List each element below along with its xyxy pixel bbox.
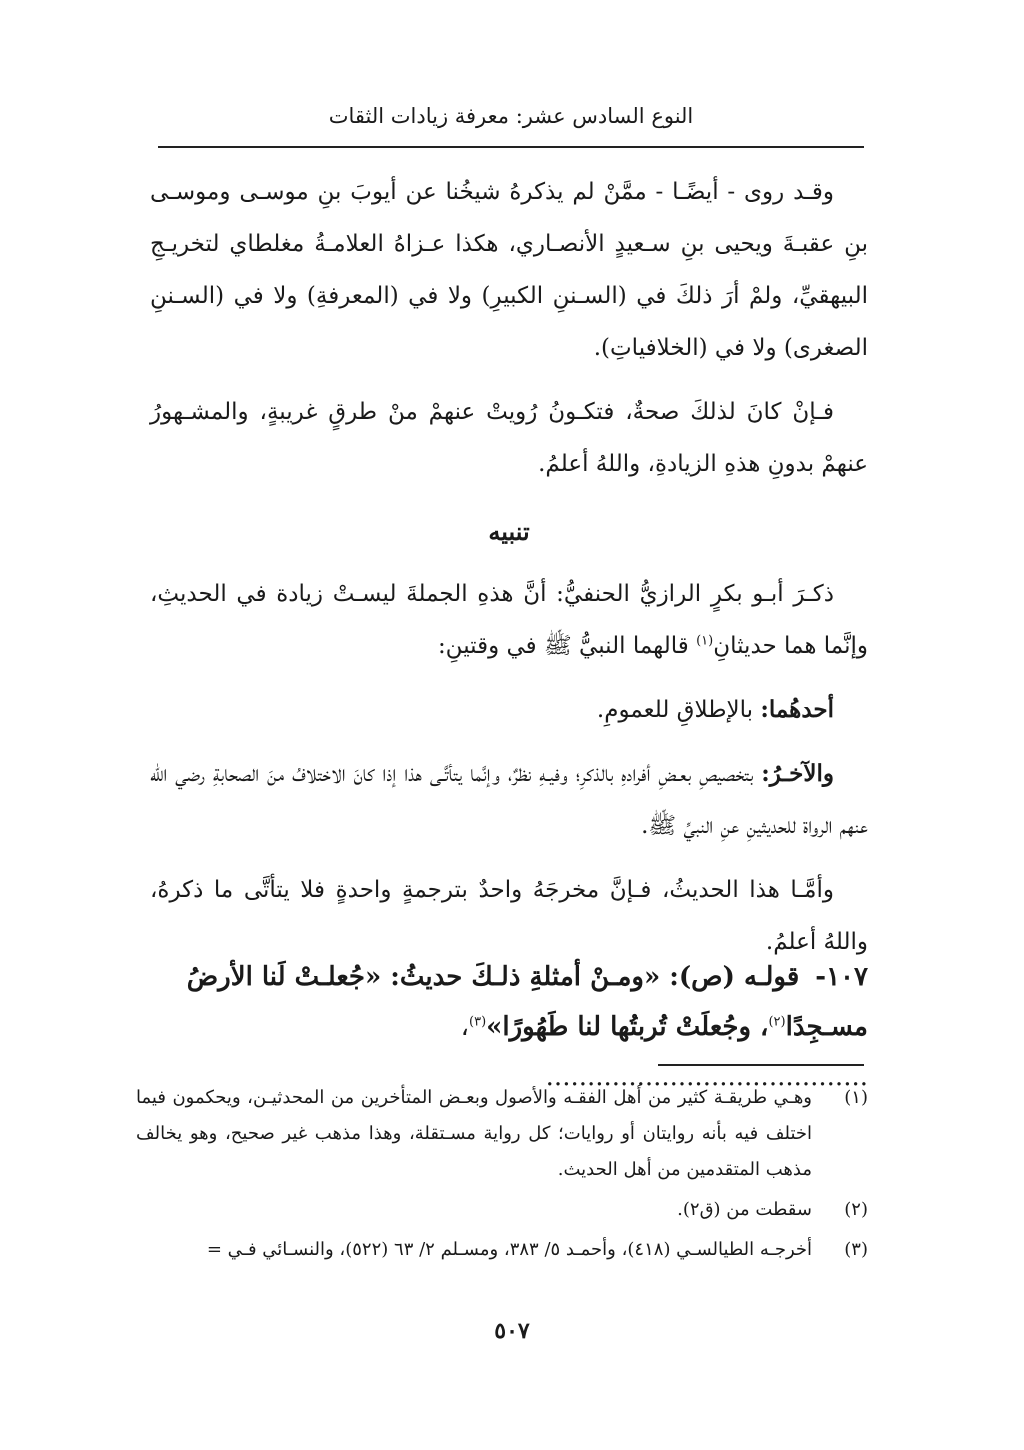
paragraph-1: وقـد روى - أيضًـا - ممَّنْ لم يذكرهُ شيخُنا عن أيوبَ بنِ موسـى وموسـى بنِ عقبـةَ ويحيى بنِ سـعيدٍ الأنصـاري، هكذا عـزاهُ العلامـةُ مغلطاي لتخريـجِ البيهقيِّ، ولمْ أرَ ذلكَ في (السـننِ الكبيرِ) ولا في (المعرفةِ) ولا في (السـننِ الصغرى) ولا في (الخلافياتِ). [150,179,868,361]
footnotes [136,1080,868,1272]
term-first: أحدهُما: [760,696,834,723]
paragraph-2: فـإنْ كانَ لذلكَ صحةٌ، فتكـونُ رُويتْ عنهمْ منْ طرقٍ غريبةٍ، والمشـهورُ عنهمْ بدونِ هذهِ الزيادةِ، واللهُ أعلمُ. [150,399,868,477]
paragraph-3-text-a: ذكـرَ أبـو بكرٍ الرازيُّ الحنفيُّ: أنَّ هذهِ الجملةَ ليسـتْ زيادة في الحديثِ، وإنَّما هما حديثانِ [150,581,868,659]
item-text-b: ، وجُعلَتْ تُربتُها لنا طَهُورًا» [486,1012,769,1042]
paragraph-3 [150,568,868,672]
page-number: ٥٠٧ [494,1318,530,1344]
footnote-ref-1: (١) [696,633,714,649]
footnote-2 [136,1192,868,1228]
footnote-1 [136,1080,868,1188]
term-second: والآخـرُ: [761,760,834,787]
footnote-number: (١) [844,1087,868,1108]
paragraph-4-text: بالإطلاقِ للعمومِ. [596,697,761,723]
paragraph-6: وأمَّـا هذا الحديثُ، فـإنَّ مخرجَهُ واحدٌ بترجمةٍ واحدةٍ فلا يتأتَّى ما ذكرهُ، واللهُ أعلمُ. [150,877,868,955]
section-heading: تنبيه [488,517,530,546]
paragraph-5 [150,748,868,852]
footnote-text: سقطت من (ق٢). [677,1199,812,1220]
footnote-number: (٢) [844,1199,868,1220]
item-number: ١٠٧- [815,962,868,992]
footnote-divider [658,1064,864,1066]
running-title: النوع السادس عشر: معرفة زيادات الثقات [328,104,694,128]
footnote-text: أخرجـه الطيالسـي (٤١٨)، وأحمـد ٥/ ٣٨٣، ومسـلم ٢/ ٦٣ (٥٢٢)، والنسـائي فـي = [206,1239,812,1260]
main-text [150,166,868,980]
footnote-ref-2: (٢) [768,1014,786,1030]
paragraph-4 [150,684,868,736]
footnote-number: (٣) [844,1239,868,1260]
paragraph-5-text: بتخصيصِ بعـضِ أفرادهِ بالذكرِ؛ وفيـهِ نظرٌ، وإنَّما يتأتَّـى هذا إذا كانَ الاختلافُ منَ الصحابةِ رضي الله عنهم الرواة للحديثينِ عنِ النبيِّ ﷺ. [150,761,868,839]
footnote-text: وهـي طريقـة كثير من أهل الفقـه والأصول وبعـض المتأخرين من المحدثيـن، ويحكمون فيما اختلف فيه بأنه روايتان أو روايات؛ كل رواية مسـتقلة، وهذا مذهب غير صحيح، وهو يخالف مذهب المتقدمين من أهل الحديث. [136,1087,812,1180]
header-divider [158,146,864,148]
item-text-a: قولـه (ص): «ومـنْ أمثلةِ ذلـكَ حديثُ: «جُعلـتْ لَنا الأرضُ مسـجِدًا [186,962,868,1042]
item-text-c: ، ....................................... [460,1012,868,1092]
paragraph-3-text-b: قالهما النبيُّ ﷺ في وقتينِ: [437,633,697,659]
footnote-ref-3: (٣) [469,1014,487,1030]
footnote-3 [136,1232,868,1268]
